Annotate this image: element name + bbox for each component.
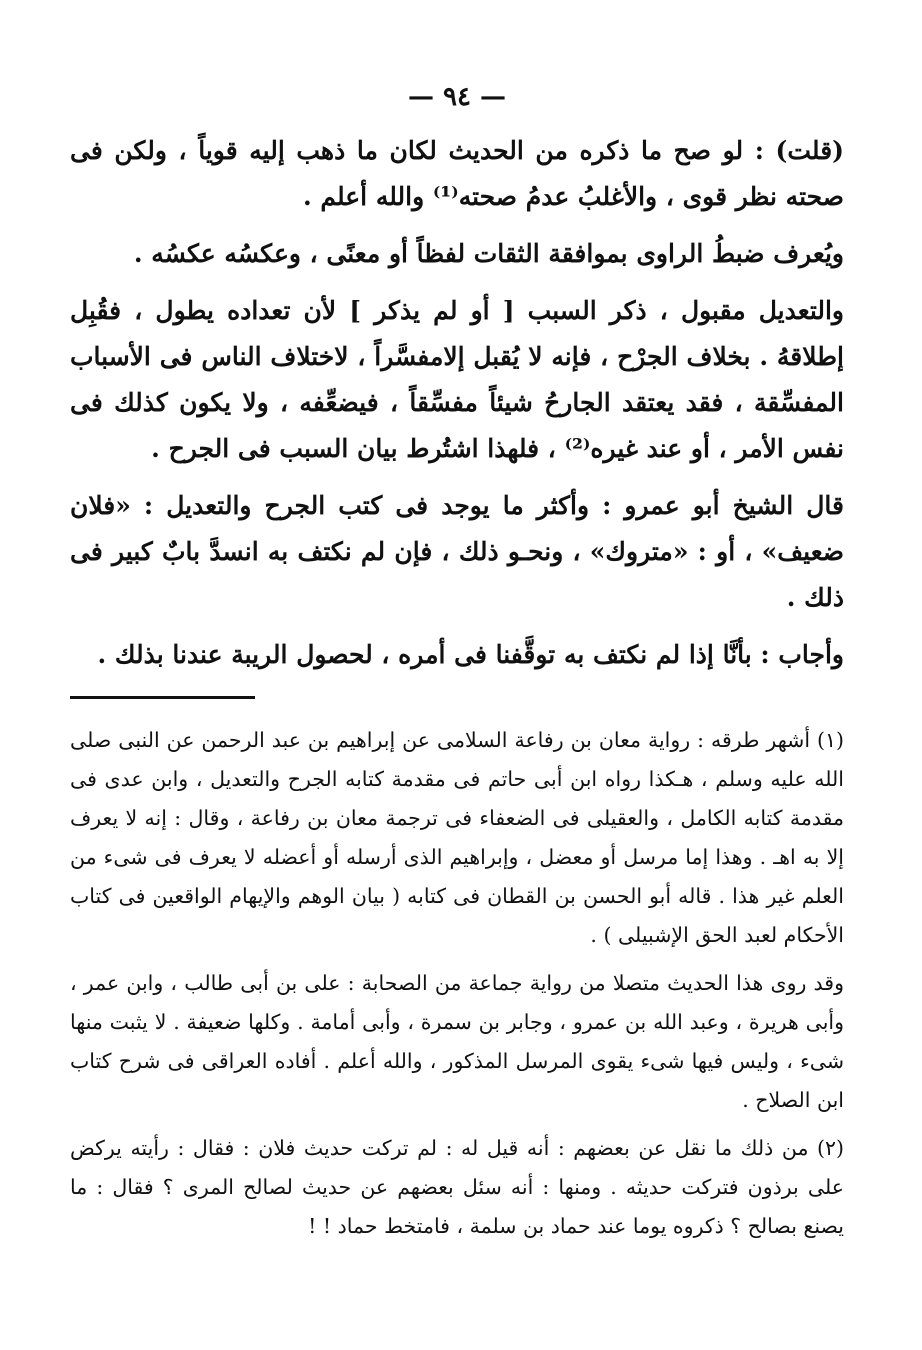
paragraph: (قلت) : لو صح ما ذكره من الحديث لكان ما ذهب إليه قوياً ، ولكن فى صحته نظر قوى ، والأغلبُ عدمُ صحته⁽¹⁾ والله أعلم .: [70, 136, 844, 211]
page-number: — ٩٤ —: [407, 82, 507, 112]
footnote: وقد روى هذا الحديث متصلا من رواية جماعة من الصحابة : على بن أبى طالب ، وابن عمر ، وأبى هريرة ، وعبد الله بن عمرو ، وجابر بن سمرة ، وأبى أمامة . وكلها ضعيفة . لا يثبت منها شىء ، وليس فيها شىء يقوى المرسل المذكور ، والله أعلم . أفاده العراقى فى شرح كتاب ابن الصلاح .: [70, 971, 845, 1112]
paragraph: وأجاب : بأنَّا إذا لم نكتف به توقَّفنا فى أمره ، لحصول الريبة عندنا بذلك .: [97, 640, 844, 669]
paragraph: ويُعرف ضبطُ الراوى بموافقة الثقات لفظاً أو معنًى ، وعكسُه عكسُه .: [133, 239, 844, 268]
paragraph: قال الشيخ أبو عمرو : وأكثر ما يوجد فى كتب الجرح والتعديل : «فلان ضعيف» ، أو : «متروك» ، ونحـو ذلك ، فإن لم نكتف به انسدَّ بابٌ كبير فى ذلك .: [70, 491, 844, 612]
main-text: [70, 128, 844, 678]
footnotes: [70, 721, 844, 1246]
paragraph: والتعديل مقبول ، ذكر السبب [ أو لم يذكر ] لأن تعداده يطول ، فقُبِل إطلاقهُ . بخلاف الجرْح ، فإنه لا يُقبل إلامفسَّراً ، لاختلاف الناس فى الأسباب المفسِّقة ، فقد يعتقد الجارحُ شيئاً مفسِّقاً ، فيضعِّفه ، ولا يكون كذلك فى نفس الأمر ، أو عند غيره⁽²⁾ ، فلهذا اشتُرط بيان السبب فى الجرح .: [70, 296, 844, 463]
footnote: (٢) من ذلك ما نقل عن بعضهم : أنه قيل له : لم تركت حديث فلان : فقال : رأيته يركض على برذون فتركت حديثه . ومنها : أنه سئل بعضهم عن حديث لصالح المرى ؟ فقال : ما يصنع بصالح ؟ ذكروه يوما عند حماد بن سلمة ، فامتخط حماد ! !: [70, 1136, 844, 1238]
footnote-separator: [70, 696, 255, 699]
footnote: (١) أشهر طرقه : رواية معان بن رفاعة السلامى عن إبراهيم بن عبد الرحمن عن النبى صلى الله عليه وسلم ، هـكذا رواه ابن أبى حاتم فى مقدمة كتابه الجرح والتعديل ، وابن عدى فى مقدمة كتابه الكامل ، والعقيلى فى الضعفاء فى ترجمة معان بن رفاعة ، وقال : إنه لا يعرف إلا به اهـ . وهذا إما مرسل أو معضل ، وإبراهيم الذى أرسله أو أعضله لا يعرف فى شىء من العلم غير هذا . قاله أبو الحسن بن القطان فى كتابه ( بيان الوهم والإيهام الواقعين فى كتاب الأحكام لعبد الحق الإشبيلى ) .: [70, 728, 844, 947]
